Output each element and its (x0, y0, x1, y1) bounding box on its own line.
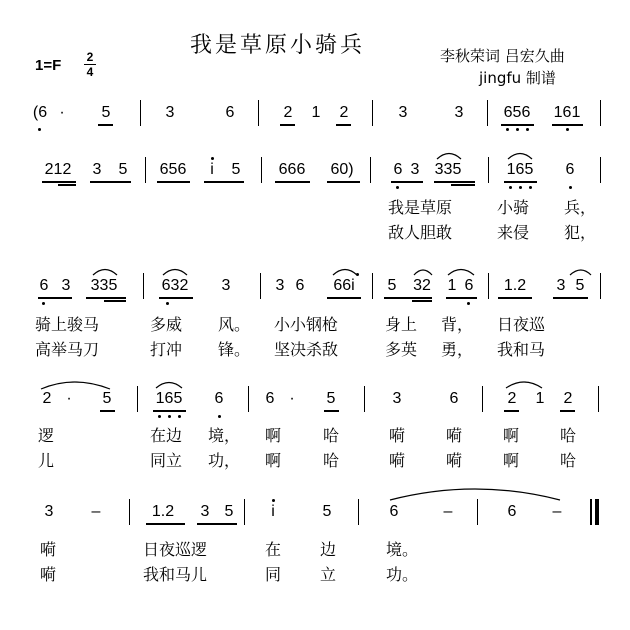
note: 3 (61, 277, 71, 294)
lyric: 小小钢枪 (274, 315, 339, 334)
lyric: 犯， (564, 223, 597, 242)
lyric: 背， (441, 315, 474, 334)
note: 6 (295, 277, 305, 294)
barline (129, 499, 130, 525)
note: 6 (389, 503, 399, 520)
underline (553, 297, 588, 299)
underline (146, 523, 185, 525)
note-dot: · (289, 390, 295, 407)
low-dot (168, 415, 171, 418)
slur (93, 270, 117, 276)
note: 6 (265, 390, 275, 407)
lyric: 嗬 (446, 426, 463, 445)
lyric: 高举马刀 (35, 340, 100, 359)
time-signature-top: 2 (84, 50, 96, 65)
lyric: 功。 (386, 565, 419, 584)
credit-authors: 李秋荣词 吕宏久曲 (440, 47, 565, 65)
underline (327, 181, 360, 183)
underline (157, 181, 190, 183)
barline (248, 386, 249, 412)
note-dash: – (552, 503, 562, 520)
note: 1 (535, 390, 545, 407)
underline (104, 300, 126, 302)
underline (446, 297, 477, 299)
lyric: 哈 (323, 451, 340, 470)
low-dot (569, 186, 572, 189)
note: 6 (225, 104, 235, 121)
barline (482, 386, 483, 412)
underline (434, 181, 475, 183)
lyric: 啊 (265, 451, 282, 470)
lyric: 在边 (150, 426, 183, 445)
note: 5 (224, 503, 234, 520)
barline (600, 157, 601, 183)
tie (390, 489, 560, 500)
note: 165 (506, 161, 534, 178)
note: 3 (92, 161, 102, 178)
low-dot (42, 302, 45, 305)
underline (90, 181, 131, 183)
note: 3 (398, 104, 408, 121)
barline (600, 273, 601, 299)
barline (258, 100, 259, 126)
lyric: 锋。 (218, 340, 251, 359)
slur (163, 270, 187, 276)
lyric: 嗬 (389, 451, 406, 470)
underline (384, 297, 432, 299)
note: 212 (44, 161, 72, 178)
note: 6 (214, 390, 224, 407)
lyric: 立 (320, 565, 337, 584)
high-dot (356, 273, 359, 276)
lyric: 嗬 (389, 426, 406, 445)
note: 335 (90, 277, 118, 294)
low-dot (166, 302, 169, 305)
note: 66i (333, 277, 355, 294)
lyric: 我和马 (497, 340, 546, 359)
note: 2 (563, 390, 573, 407)
note: 6 (393, 161, 403, 178)
slur (448, 270, 474, 276)
note: 6 (507, 503, 517, 520)
note: 1 (311, 104, 321, 121)
note: 3 (165, 104, 175, 121)
barline (370, 157, 371, 183)
note: 1.2 (503, 277, 527, 294)
tie (41, 382, 110, 389)
note: 656 (503, 104, 531, 121)
note-dash: – (91, 503, 101, 520)
underline (98, 124, 113, 126)
lyric: 骑上骏马 (35, 315, 100, 334)
low-dot (218, 415, 221, 418)
note: 5 (387, 277, 397, 294)
underline (86, 297, 126, 299)
lyric: 哈 (323, 426, 340, 445)
slur (570, 270, 591, 275)
lyric: 风。 (218, 315, 251, 334)
lyric: 啊 (503, 451, 520, 470)
lyric: 同 (265, 565, 282, 584)
barline (488, 273, 489, 299)
low-dot (158, 415, 161, 418)
barline (477, 499, 478, 525)
note: 3 (454, 104, 464, 121)
note-dash: – (443, 503, 453, 520)
note: (6 (32, 104, 48, 121)
lyric: 嗬 (446, 451, 463, 470)
slur (437, 154, 461, 160)
lyric: 勇， (441, 340, 474, 359)
note: 5 (101, 104, 111, 121)
slur (333, 270, 357, 276)
time-signature (84, 50, 96, 79)
underline (560, 410, 575, 412)
lyric: 边 (320, 540, 337, 559)
final-barline-thin (590, 499, 592, 525)
note: 666 (278, 161, 306, 178)
note: 335 (434, 161, 462, 178)
low-dot (396, 186, 399, 189)
underline (501, 124, 534, 126)
lyric: 兵， (564, 198, 597, 217)
note: 2 (283, 104, 293, 121)
lyric: 来侵 (497, 223, 530, 242)
barline (487, 100, 488, 126)
barline (488, 157, 489, 183)
barline (261, 157, 262, 183)
lyric: 敌人胆敢 (388, 223, 453, 242)
note: 5 (322, 503, 332, 520)
lyric: 多英 (385, 340, 418, 359)
underline (100, 410, 115, 412)
note: 5 (118, 161, 128, 178)
note: 2 (507, 390, 517, 407)
note: 3 (275, 277, 285, 294)
underline (280, 124, 295, 126)
underline (552, 124, 583, 126)
low-dot (467, 302, 470, 305)
high-dot (211, 157, 214, 160)
barline (143, 273, 144, 299)
barline (145, 157, 146, 183)
note: 6 (464, 277, 474, 294)
note: i (271, 503, 275, 520)
slur (508, 154, 532, 160)
lyric: 啊 (265, 426, 282, 445)
underline (498, 297, 532, 299)
underline (159, 297, 193, 299)
note: 3 (556, 277, 566, 294)
low-dot (516, 128, 519, 131)
note: 3 (392, 390, 402, 407)
note-dot: · (66, 390, 72, 407)
low-dot (529, 186, 532, 189)
lyric: 在 (265, 540, 282, 559)
barline (364, 386, 365, 412)
low-dot (566, 128, 569, 131)
lyric: 嗬 (40, 540, 57, 559)
underline (504, 181, 537, 183)
low-dot (178, 415, 181, 418)
underline (197, 523, 237, 525)
lyric: 嗬 (40, 565, 57, 584)
underline (327, 297, 361, 299)
high-dot (272, 499, 275, 502)
lyric: 啊 (503, 426, 520, 445)
key-signature: 1=F (35, 57, 62, 74)
barline (137, 386, 138, 412)
note: 32 (413, 277, 431, 294)
barline (600, 100, 601, 126)
low-dot (38, 128, 41, 131)
lyric: 境。 (386, 540, 419, 559)
underline (153, 410, 186, 412)
note: 6 (565, 161, 575, 178)
note: 5 (575, 277, 585, 294)
note: 656 (159, 161, 187, 178)
song-title: 我是草原小骑兵 (190, 33, 366, 58)
final-barline-thick (595, 499, 599, 525)
note: 3 (44, 503, 54, 520)
note: 5 (231, 161, 241, 178)
lyric: 儿 (38, 451, 55, 470)
note: 3 (410, 161, 420, 178)
barline (260, 273, 261, 299)
note: 5 (326, 390, 336, 407)
underline (204, 181, 244, 183)
underline (451, 184, 475, 186)
barline (244, 499, 245, 525)
underline (391, 181, 423, 183)
lyric: 小骑 (497, 198, 530, 217)
lyric: 我是草原 (388, 198, 453, 217)
note: 5 (102, 390, 112, 407)
lyric: 我和马儿 (143, 565, 208, 584)
low-dot (519, 186, 522, 189)
barline (140, 100, 141, 126)
barline (358, 499, 359, 525)
slur (506, 382, 542, 388)
note: 632 (161, 277, 189, 294)
note: 2 (42, 390, 52, 407)
note-dot: · (59, 104, 65, 121)
underline (324, 410, 339, 412)
barline (372, 273, 373, 299)
time-signature-bottom: 4 (86, 65, 94, 79)
low-dot (526, 128, 529, 131)
note: 3 (200, 503, 210, 520)
lyric: 同立 (150, 451, 183, 470)
lyric: 功， (208, 451, 241, 470)
lyric: 身上 (385, 315, 418, 334)
note: 60) (330, 161, 354, 178)
lyric: 打冲 (150, 340, 183, 359)
note: 161 (553, 104, 581, 121)
lyric: 逻 (38, 426, 55, 445)
underline (412, 300, 432, 302)
note: 2 (339, 104, 349, 121)
lyric: 日夜巡 (497, 315, 546, 334)
lyric: 境， (208, 426, 241, 445)
credit-arranger: jingfu 制谱 (479, 69, 556, 87)
slur (156, 383, 182, 389)
underline (58, 184, 76, 186)
note: 3 (221, 277, 231, 294)
underline (504, 410, 519, 412)
lyric: 日夜巡逻 (143, 540, 208, 559)
note: 1 (447, 277, 457, 294)
low-dot (506, 128, 509, 131)
underline (336, 124, 351, 126)
note: 1.2 (151, 503, 175, 520)
lyric: 哈 (560, 426, 577, 445)
barline (372, 100, 373, 126)
slur (414, 270, 432, 275)
note: 6 (449, 390, 459, 407)
note: 165 (155, 390, 183, 407)
note: 6 (39, 277, 49, 294)
lyric: 哈 (560, 451, 577, 470)
lyric: 多威 (150, 315, 183, 334)
barline (598, 386, 599, 412)
low-dot (509, 186, 512, 189)
underline (275, 181, 310, 183)
note: i (210, 161, 214, 178)
lyric: 坚决杀敌 (274, 340, 339, 359)
underline (38, 297, 72, 299)
underline (42, 181, 76, 183)
